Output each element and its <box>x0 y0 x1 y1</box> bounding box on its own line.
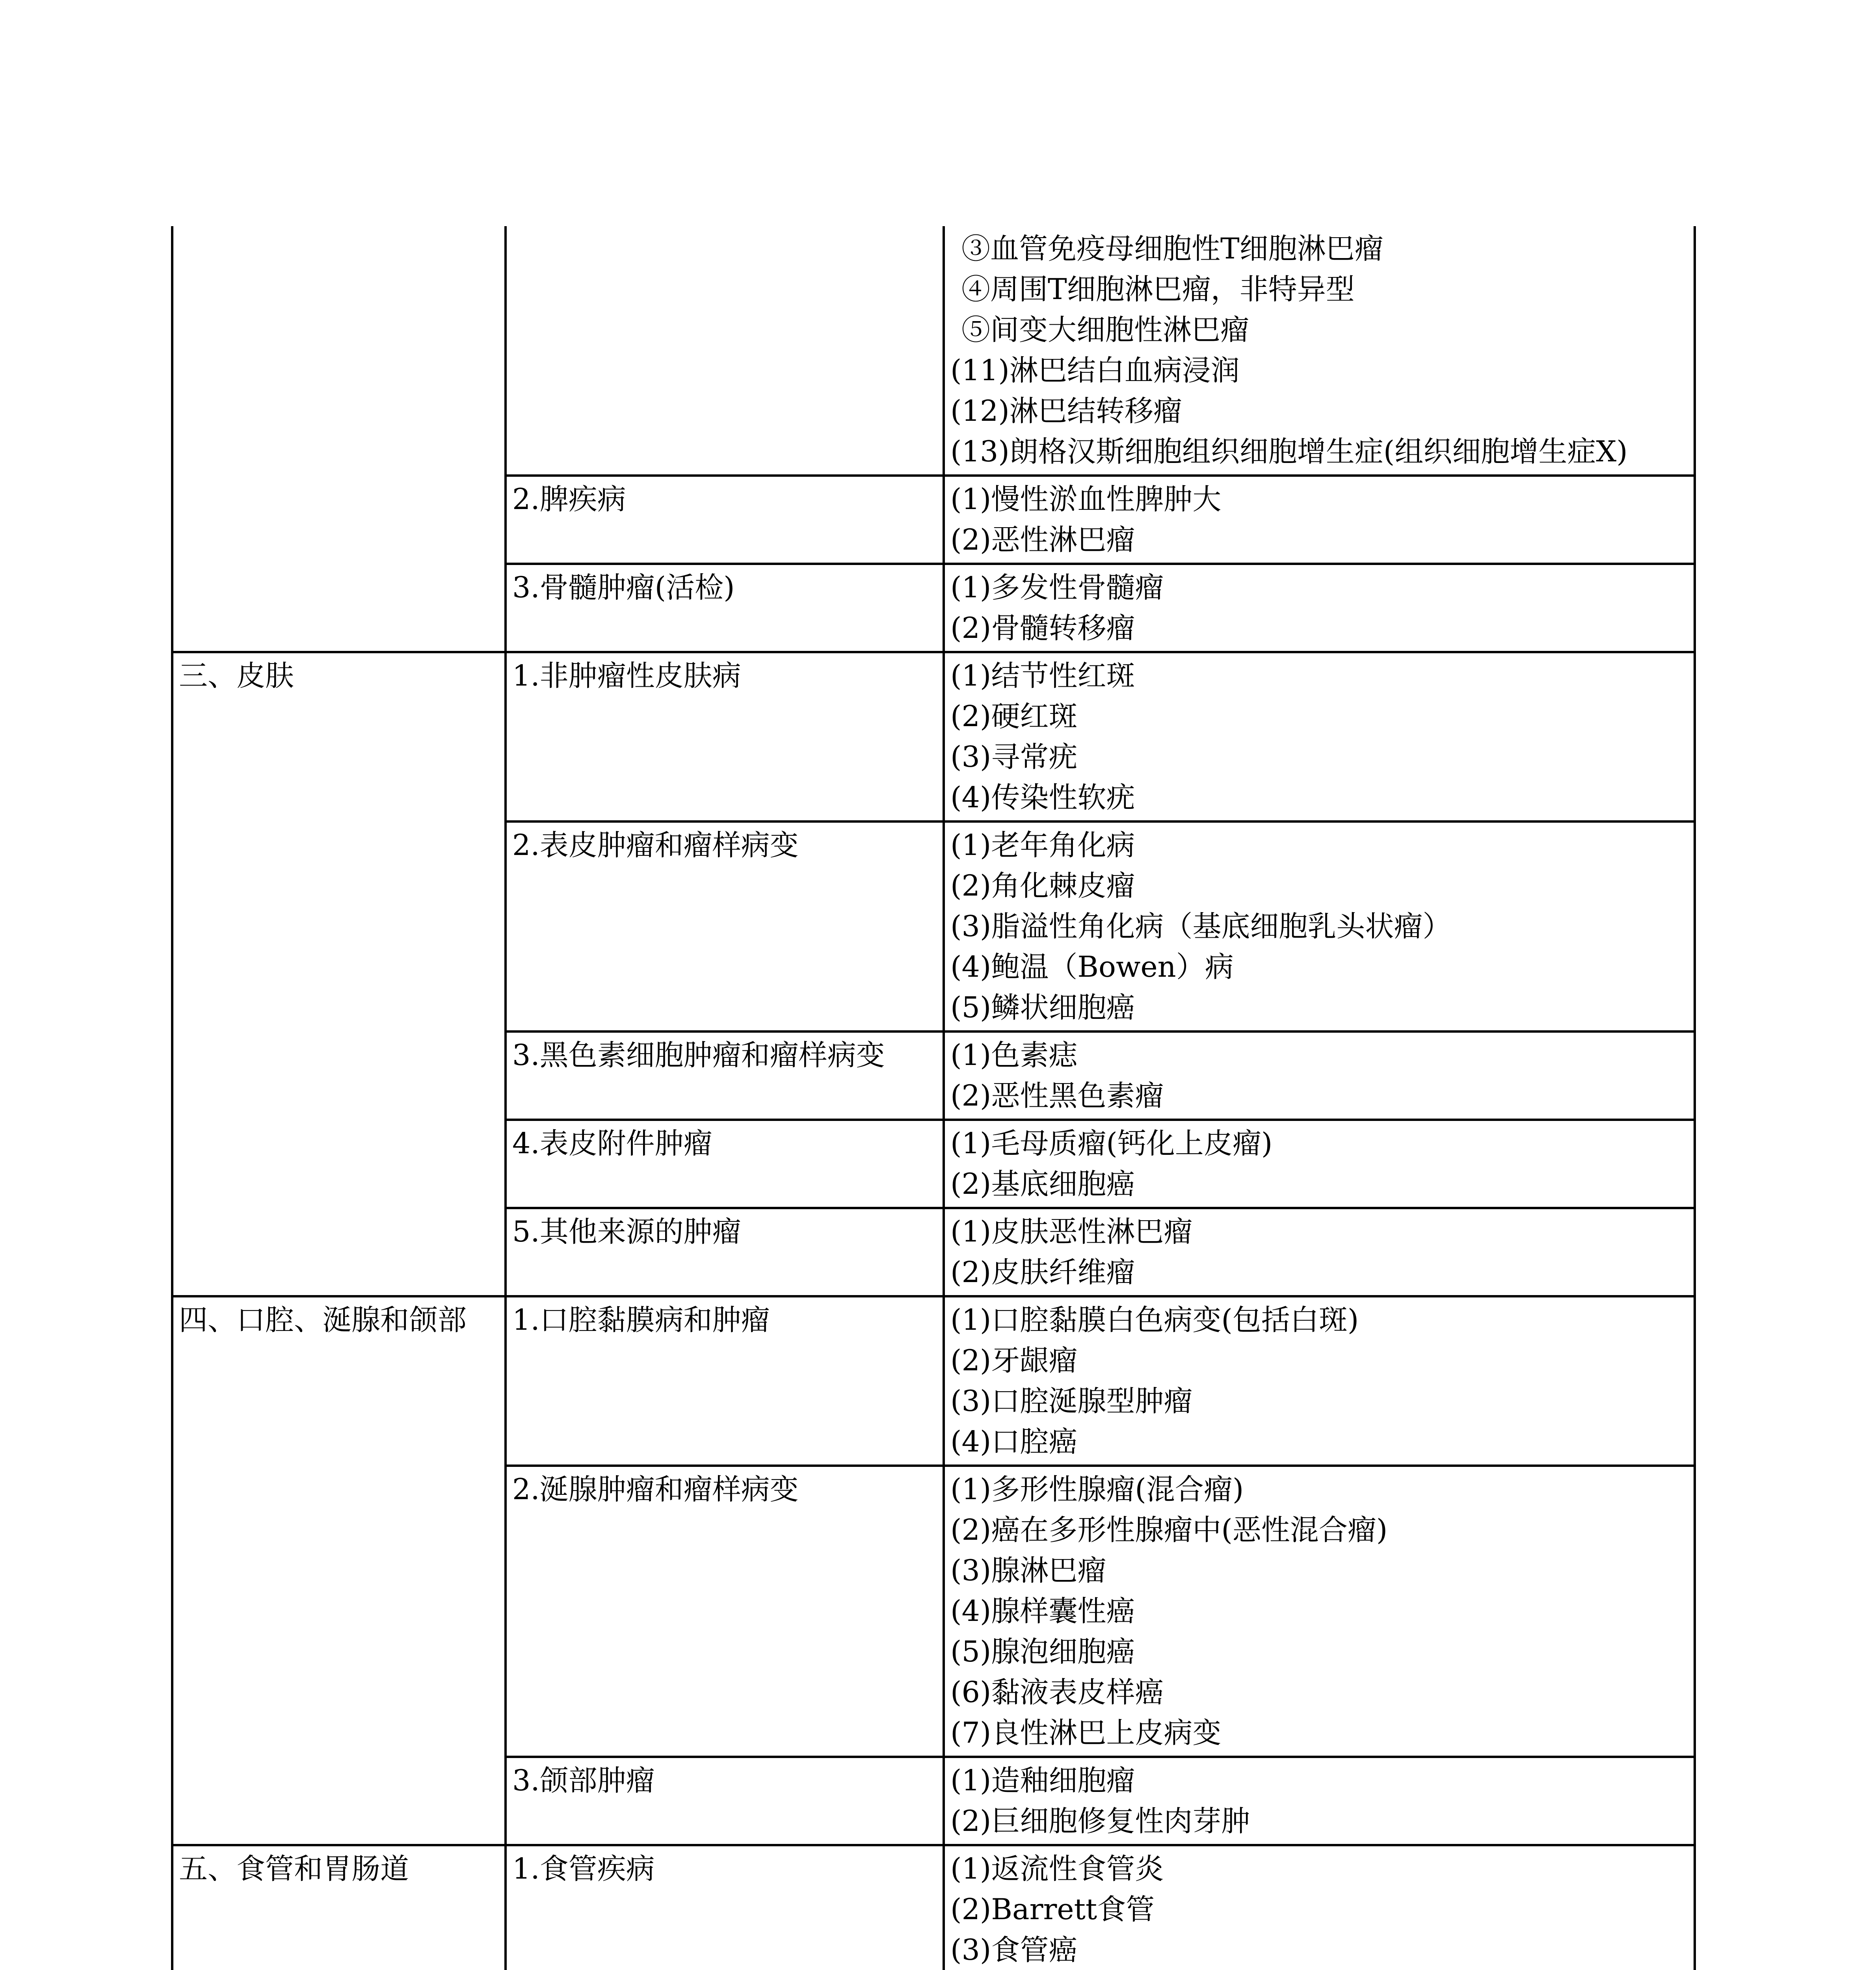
subcategory-cell: 2.脾疾病 <box>506 476 944 564</box>
table-row <box>172 1845 1695 1970</box>
subcategory-cell: 4.表皮附件肿瘤 <box>506 1120 944 1208</box>
items-cell <box>944 1757 1695 1845</box>
table-row <box>172 652 1695 821</box>
subcategory-cell: 1.食管疾病 <box>506 1845 944 1970</box>
list-item: (1)结节性红斑 <box>950 659 1135 693</box>
subcategory-cell: 5.其他来源的肿瘤 <box>506 1208 944 1296</box>
list-item: (1)口腔黏膜白色病变(包括白斑) <box>950 1303 1359 1337</box>
table-body <box>172 226 1695 1970</box>
list-item: (2)恶性黑色素瘤 <box>950 1079 1164 1113</box>
items-cell <box>944 821 1695 1031</box>
list-item: (3)寻常疣 <box>950 740 1078 774</box>
list-item: (13)朗格汉斯细胞组织细胞增生症(组织细胞增生症X) <box>950 435 1628 468</box>
syllabus-table-page <box>171 226 1694 1970</box>
list-item: (3)食管癌 <box>950 1933 1078 1967</box>
list-item: (4)传染性软疣 <box>950 781 1135 814</box>
list-item: (4)鲍温（Bowen）病 <box>950 950 1234 984</box>
items-cell <box>944 1296 1695 1466</box>
items-cell <box>944 1845 1695 1970</box>
list-item: ④周围T细胞淋巴瘤，非特异型 <box>961 273 1355 306</box>
list-item: (1)多发性骨髓瘤 <box>950 571 1164 604</box>
items-cell <box>944 1466 1695 1757</box>
list-item: ③血管免疫母细胞性T细胞淋巴瘤 <box>961 232 1383 266</box>
table-row <box>172 1296 1695 1466</box>
category-cell: 五、食管和胃肠道 <box>172 1845 506 1970</box>
category-cell: 四、口腔、涎腺和颌部 <box>172 1296 506 1845</box>
items-cell <box>944 652 1695 821</box>
list-item: (1)色素痣 <box>950 1039 1078 1072</box>
list-item: (1)老年角化病 <box>950 829 1135 862</box>
list-item: (1)造釉细胞瘤 <box>950 1764 1135 1797</box>
syllabus-table <box>171 226 1696 1970</box>
items-cell <box>944 564 1695 652</box>
list-item: (1)慢性淤血性脾肿大 <box>950 483 1222 516</box>
subcategory-cell <box>506 226 944 476</box>
list-item: (2)骨髓转移瘤 <box>950 611 1135 645</box>
list-item: (2)牙龈瘤 <box>950 1344 1078 1377</box>
list-item: ⑤间变大细胞性淋巴瘤 <box>961 313 1249 347</box>
list-item: (1)多形性腺瘤(混合瘤) <box>950 1473 1244 1506</box>
subcategory-cell: 3.黑色素细胞肿瘤和瘤样病变 <box>506 1031 944 1120</box>
list-item: (2)Barrett食管 <box>950 1893 1155 1926</box>
list-item: (2)基底细胞癌 <box>950 1167 1135 1201</box>
subcategory-cell: 1.口腔黏膜病和肿瘤 <box>506 1296 944 1466</box>
table-row <box>172 226 1695 476</box>
list-item: (2)硬红斑 <box>950 700 1078 733</box>
list-item: (5)鳞状细胞癌 <box>950 991 1135 1024</box>
list-item: (12)淋巴结转移瘤 <box>950 394 1182 428</box>
list-item: (3)腺淋巴瘤 <box>950 1554 1106 1587</box>
items-cell <box>944 476 1695 564</box>
items-cell <box>944 1208 1695 1296</box>
items-cell <box>944 1031 1695 1120</box>
category-cell <box>172 226 506 652</box>
list-item: (2)皮肤纤维瘤 <box>950 1256 1135 1289</box>
subcategory-cell: 3.颌部肿瘤 <box>506 1757 944 1845</box>
list-item: (5)腺泡细胞癌 <box>950 1635 1135 1669</box>
subcategory-cell: 1.非肿瘤性皮肤病 <box>506 652 944 821</box>
subcategory-cell: 2.表皮肿瘤和瘤样病变 <box>506 821 944 1031</box>
list-item: (3)脂溢性角化病（基底细胞乳头状瘤） <box>950 910 1452 943</box>
items-cell <box>944 1120 1695 1208</box>
list-item: (1)毛母质瘤(钙化上皮瘤) <box>950 1127 1273 1160</box>
list-item: (1)返流性食管炎 <box>950 1852 1164 1886</box>
list-item: (6)黏液表皮样癌 <box>950 1676 1164 1709</box>
list-item: (7)良性淋巴上皮病变 <box>950 1716 1222 1750</box>
category-cell: 三、皮肤 <box>172 652 506 1296</box>
subcategory-cell: 3.骨髓肿瘤(活检) <box>506 564 944 652</box>
list-item: (2)巨细胞修复性肉芽肿 <box>950 1805 1250 1838</box>
list-item: (3)口腔涎腺型肿瘤 <box>950 1385 1193 1418</box>
list-item: (1)皮肤恶性淋巴瘤 <box>950 1215 1193 1249</box>
list-item: (2)癌在多形性腺瘤中(恶性混合瘤) <box>950 1513 1388 1547</box>
list-item: (2)恶性淋巴瘤 <box>950 523 1135 557</box>
list-item: (11)淋巴结白血病浸润 <box>950 354 1240 387</box>
subcategory-cell: 2.涎腺肿瘤和瘤样病变 <box>506 1466 944 1757</box>
list-item: (2)角化棘皮瘤 <box>950 869 1135 903</box>
items-cell <box>944 226 1695 476</box>
list-item: (4)腺样囊性癌 <box>950 1595 1135 1628</box>
list-item: (4)口腔癌 <box>950 1425 1078 1459</box>
